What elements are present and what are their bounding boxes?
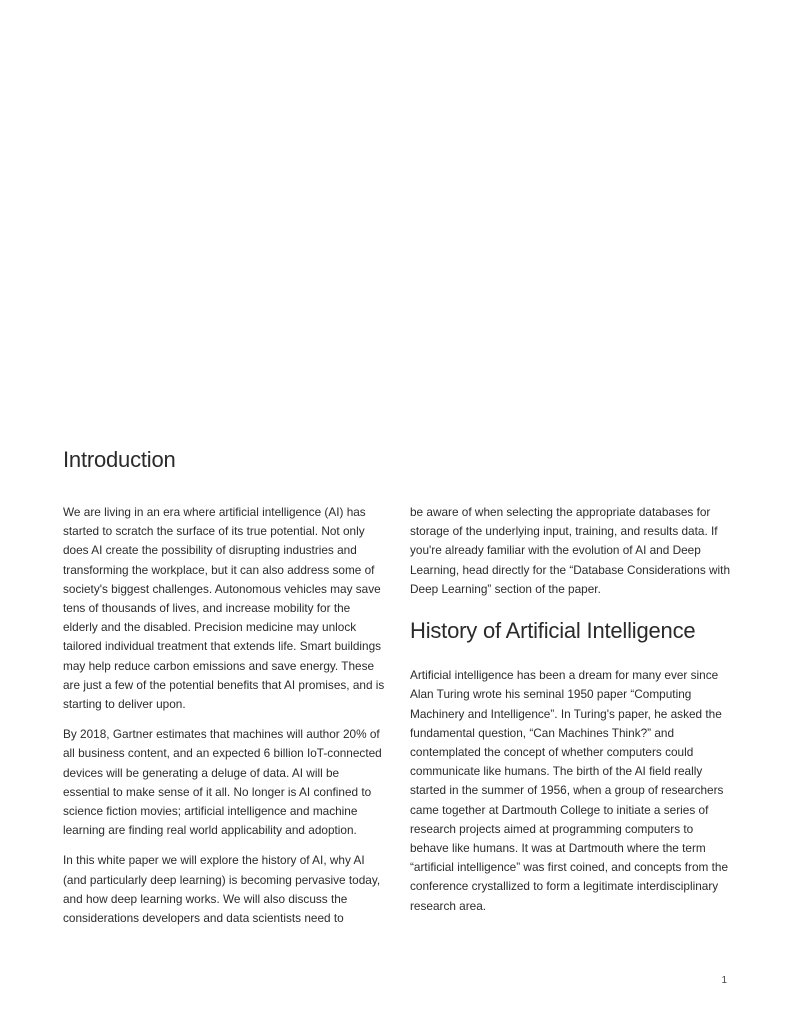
history-paragraph-1: Artificial intelligence has been a dream for many ever since Alan Turing wrote his seminal 1950 paper “Computing Machinery and Intelligence”. In Turing's paper, he asked the fundamental question, “Can Machines Think?” and contemplated the concept of whether computers could communicate like humans. The birth of the AI field really started in the summer of 1956, when a group of researchers came together at Dartmouth College to initiate a series of research projects aimed at programming computers to behave like humans. It was at Dartmouth where the term “artificial intelligence” was first coined, and concepts from the conference crystallized to form a legitimate interdisciplinary research area. xyxy=(410,668,729,913)
intro-paragraph-2: By 2018, Gartner estimates that machines will author 20% of all business content, and an expected 6 billion IoT-connected devices will be generating a deluge of data. AI will be essential to make sense of it all. No longer is AI confined to science fiction movies; artificial intelligence and machine learning are finding real world applicability and adoption. xyxy=(63,727,382,838)
history-heading: History of Artificial Intelligence xyxy=(410,618,696,644)
page-number: 1 xyxy=(721,975,727,986)
right-column xyxy=(410,503,730,927)
introduction-heading: Introduction xyxy=(63,447,176,472)
intro-paragraph-1: We are living in an era where artificial intelligence (AI) has started to scratch the surface of its true potential. Not only does AI create the possibility of disrupting industries and transforming the workplace, but it can also address some of society's biggest challenges. Autonomous vehicles may save tens of thousands of lives, and increase mobility for the elderly and the disabled. Precision medicine may unlock tailored individual treatment that extends life. Smart buildings may help reduce carbon emissions and save energy. These are just a few of the potential benefits that AI promises, and is starting to deliver upon. xyxy=(63,505,385,712)
intro-paragraph-3: In this white paper we will explore the history of AI, why AI (and particularly deep learning) is becoming pervasive today, and how deep learning works. We will also discuss the considerations developers and data scientists need to xyxy=(63,853,381,926)
intro-paragraph-4: be aware of when selecting the appropriate databases for storage of the underlying input, training, and results data. If you're already familiar with the evolution of AI and Deep Learning, head directly for the “Database Considerations with Deep Learning” section of the paper. xyxy=(410,505,731,596)
left-column xyxy=(63,503,388,939)
